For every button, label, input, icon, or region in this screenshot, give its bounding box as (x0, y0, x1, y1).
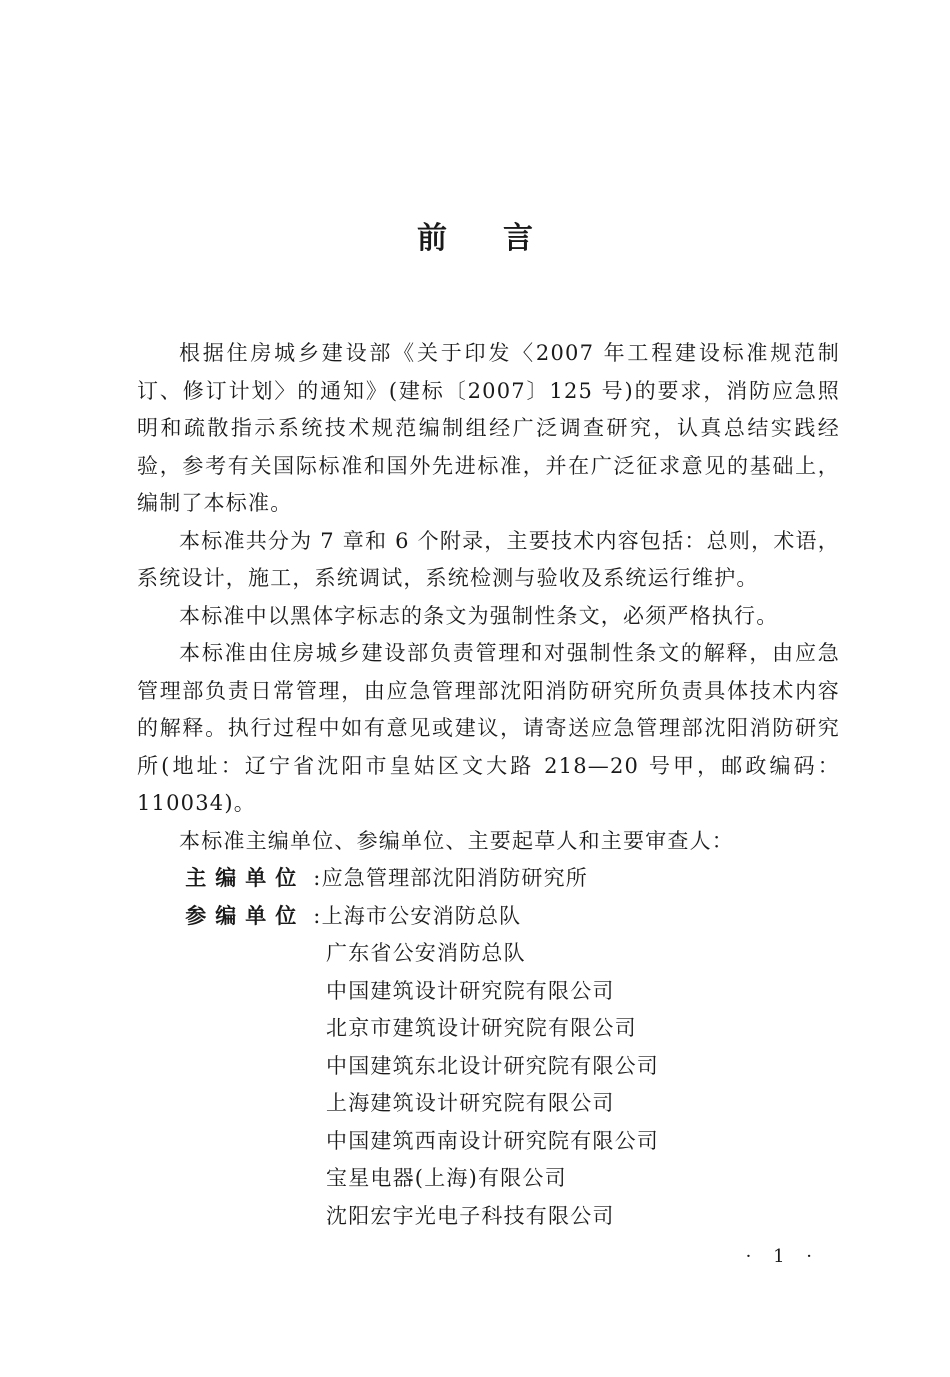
paragraph-mandatory: 本标准中以黑体字标志的条文为强制性条文，必须严格执行。 (179, 603, 779, 628)
participant-item: 宝星电器(上海)有限公司 (326, 1166, 567, 1190)
chief-editor-separator: : (313, 866, 322, 890)
participant-item: 广东省公安消防总队 (326, 941, 526, 965)
preface-body (137, 335, 840, 1235)
participant-item: 中国建筑东北设计研究院有限公司 (326, 1053, 659, 1078)
participant-item: 沈阳宏宇光电子科技有限公司 (326, 1203, 615, 1228)
participant-item: 中国建筑西南设计研究院有限公司 (326, 1128, 659, 1153)
chief-editor-row (137, 860, 840, 898)
participant-first: 上海市公安消防总队 (321, 903, 522, 928)
paragraph-contents: 本标准共分为 7 章和 6 个附录，主要技术内容包括：总则，术语，系统设计，施工，系统调试，系统检测与验收及系统运行维护。 (137, 528, 840, 590)
participant-item: 上海建筑设计研究院有限公司 (326, 1091, 615, 1115)
chief-editor-label: 主编单位 (185, 866, 306, 890)
paragraph-management: 本标准由住房城乡建设部负责管理和对强制性条文的解释，由应急管理部负责日常管理，由应急管理部沈阳消防研究所负责具体技术内容的解释。执行过程中如有意见或建议，请寄送应急管理部沈阳消防研究所(地址：辽宁省沈阳市皇姑区文大路 218—20 号甲，邮政编码：110034)。 (137, 641, 840, 815)
page-title: 前言 (417, 221, 589, 256)
participant-item: 中国建筑设计研究院有限公司 (326, 978, 615, 1003)
participants-label: 参编单位 (185, 903, 306, 928)
paragraph-units-intro: 本标准主编单位、参编单位、主要起草人和主要审查人： (179, 828, 734, 853)
chief-editor-name: 应急管理部沈阳消防研究所 (321, 866, 588, 890)
participants-row (137, 898, 840, 936)
page-number: · 1 · (745, 1246, 820, 1267)
participant-item: 北京市建筑设计研究院有限公司 (326, 1016, 637, 1040)
paragraph-basis: 根据住房城乡建设部《关于印发〈2007 年工程建设标准规范制订、修订计划〉的通知》(建标〔2007〕125 号)的要求，消防应急照明和疏散指示系统技术规范编制组经广泛调查研究，认真总结实践经验，参考有关国际标准和国外先进标准，并在广泛征求意见的基础上，编制了本标准。 (137, 341, 840, 515)
participant-list (137, 935, 840, 1235)
participants-separator: : (313, 903, 322, 928)
